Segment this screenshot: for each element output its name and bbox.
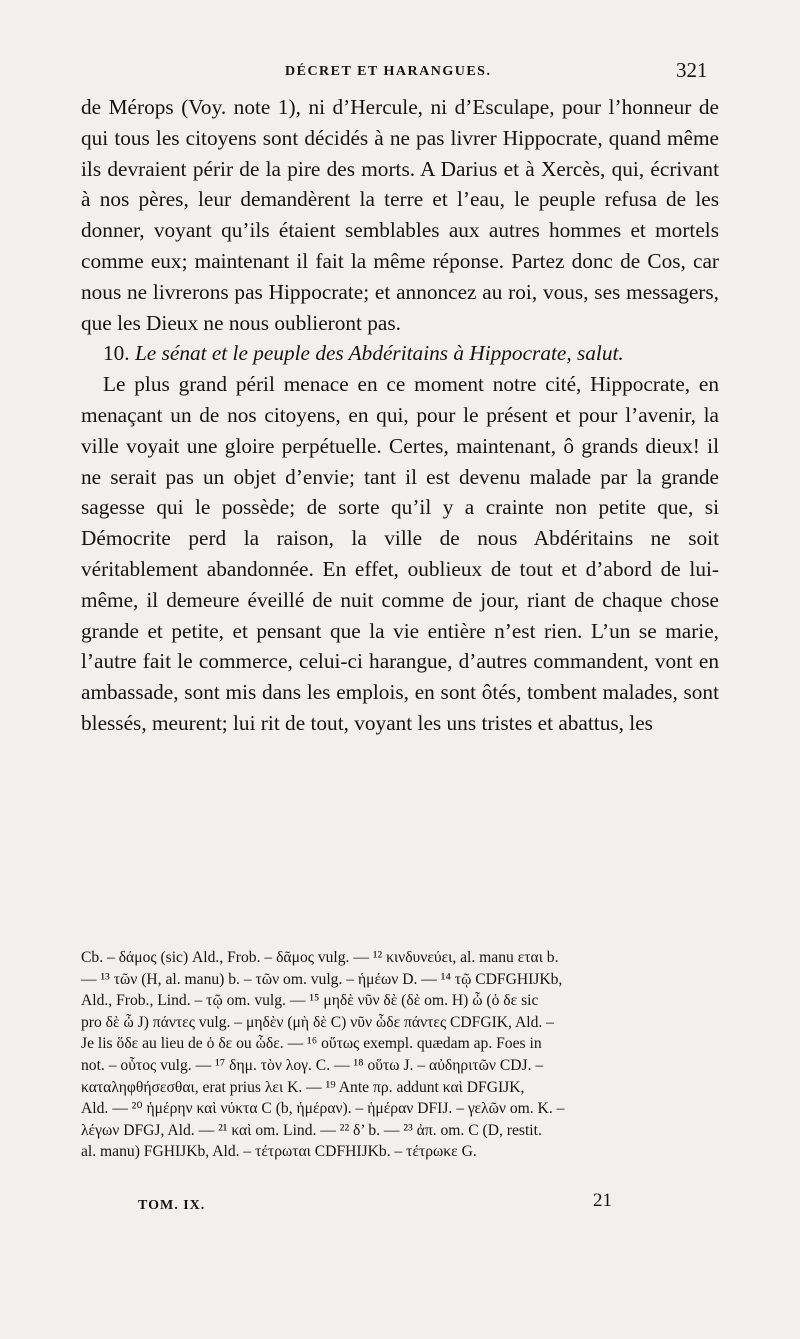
volume-label: TOM. IX.: [138, 1198, 206, 1213]
letter-title: Le sénat et le peuple des Abdéritains à Hippocrate, salut.: [134, 341, 624, 366]
main-text: [81, 92, 719, 739]
paragraph-2: Le plus grand péril menace en ce moment notre cité, Hippocrate, en menaçant un de nos citoyens, en qui, pour le présent et pour l’avenir, la ville voyait une gloire perpétuelle. Certes, maintenant, ô grands dieux! il ne serait pas un objet d’envie; tant il est devenu malade par la grande sagesse qui le possède; de sorte qu’il y a crainte non petite que, si Démocrite perd la raison, la ville de nous Abdéritains ne soit véritablement abandonnée. En effet, oublieux de tout et d’abord de lui-même, il demeure éveillé de nuit comme de jour, riant de chaque chose grande et petite, et pensant que la vie entière n’est rien. L’un se marie, l’autre fait le commerce, celui-ci harangue, d’autres commandent, vont en ambassade, sont mis dans les emplois, en sont ôtés, tombent malades, sont blessés, meurent; lui rit de tout, voyant les uns tristes et abattus, les: [81, 372, 719, 735]
footnote-line: not. – οὗτος vulg. — ¹⁷ δημ. τὸν λογ. C. — ¹⁸ οὕτω J. – αὐδηριτῶν CDJ. –: [81, 1056, 544, 1074]
footnote-line: Cb. – δάμος (sic) Ald., Frob. – δᾶμος vulg. — ¹² κινδυνεύει, al. manu εται b.: [81, 949, 559, 966]
footnotes: [81, 947, 719, 1163]
footnote-line: Ald. — ²⁰ ἡμέρην καὶ νύκτα C (b, ἡμέραν). – ἡμέραν DFIJ. – γελῶν om. K. –: [81, 1100, 565, 1118]
footnote-line: καταληφθήσεσθαι, erat prius λει K. — ¹⁹ Ante πρ. addunt καὶ DFGIJK,: [81, 1078, 525, 1096]
footnote-line: Je lis ὅδε au lieu de ὁ δε ou ὧδε. — ¹⁶ οὕτως exempl. quædam ap. Foes in: [81, 1035, 542, 1053]
footnote-line: al. manu) FGHIJKb, Ald. – τέτρωται CDFHIJKb. – τέτρωκε G.: [81, 1143, 477, 1161]
footnote-line: λέγων DFGJ, Ald. — ²¹ καὶ om. Lind. — ²² δ’ b. — ²³ ἀπ. om. C (D, restit.: [81, 1121, 542, 1139]
paragraph-1: de Mérops (Voy. note 1), ni d’Hercule, ni d’Esculape, pour l’honneur de qui tous les citoyens sont décidés à ne pas livrer Hippocrate, quand même ils devraient périr de la pire des morts. A Darius et à Xercès, qui, écrivant à nos pères, leur demandèrent la terre et l’eau, le peuple refusa de les donner, voyant qu’ils étaient semblables aux autres hommes et mortels comme eux; maintenant il fait la même réponse. Partez donc de Cos, car nous ne livrerons pas Hippocrate; et annoncez au roi, vous, ses messagers, que les Dieux ne nous oublieront pas.: [81, 95, 719, 335]
letter-heading: [81, 338, 719, 369]
footnote-line: — ¹³ τῶν (H, al. manu) b. – τῶν om. vulg. – ἡμέων D. — ¹⁴ τῷ CDFGHIJKb,: [81, 970, 563, 988]
letter-number: 10.: [103, 341, 130, 366]
footnote-line: Ald., Frob., Lind. – τῷ om. vulg. — ¹⁵ μηδὲ νῦν δὲ (δὲ om. H) ὦ (ὁ δε sic: [81, 992, 539, 1010]
running-title: DÉCRET ET HARANGUES.: [285, 64, 492, 79]
footnote-line: pro δὲ ὦ J) πάντες vulg. – μηδὲν (μὴ δὲ C) νῦν ὧδε πάντες CDFGIK, Ald. –: [81, 1013, 554, 1031]
signature-mark: 21: [593, 1190, 612, 1211]
page-number: 321: [676, 58, 708, 82]
